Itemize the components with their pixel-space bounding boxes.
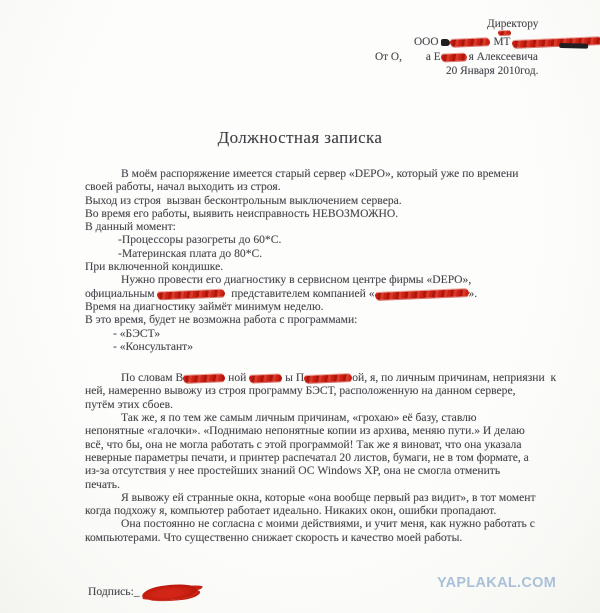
text-run: В это время, будет не возможна работа с программами:: [85, 313, 358, 327]
body-line: [85, 517, 563, 530]
body-line: [85, 411, 563, 424]
text-run: Нужно провести его диагностику в сервисном центре фирмы «DEPO»,: [121, 273, 472, 287]
text-run: ой, я, по личным причинам, неприязни к: [352, 371, 557, 385]
header-company-line: [414, 36, 600, 48]
text-run: - «БЭСТ»: [113, 326, 161, 340]
body-line: [85, 233, 563, 246]
body-line: [85, 491, 563, 504]
body-line: [85, 220, 563, 233]
header-addressee-line: [487, 18, 538, 30]
body-line: [85, 384, 563, 397]
text-run: своей работы, начал выходить из строя.: [85, 180, 281, 194]
text-run: компьютерами. Что существенно снижает скорость и качество моей работы.: [85, 530, 463, 544]
body-line: [85, 313, 563, 326]
redaction-scribble: [183, 374, 225, 383]
text-run: представителем компанией «: [225, 286, 375, 300]
body-line: [85, 424, 563, 437]
body-line: [85, 247, 563, 260]
text-run: МТ: [493, 36, 511, 48]
body-line: [85, 207, 563, 220]
body-line: [85, 340, 563, 353]
redaction-scribble: [249, 374, 282, 382]
body-line: [85, 300, 563, 313]
document-title: Должностная записка: [217, 128, 383, 147]
signature-redaction-scribble: [141, 583, 198, 603]
text-run: Во время его работы, выявить неисправность НЕВОЗМОЖНО.: [85, 206, 399, 220]
header-sender-line: [375, 51, 538, 63]
body-line: [85, 464, 563, 477]
body-line: [85, 327, 563, 340]
text-run: а Е: [425, 51, 441, 63]
text-run: Я вывожу ей странные окна, которые «она вообще первый раз видит», в тот момент: [121, 490, 536, 504]
body-line: [85, 504, 563, 517]
text-run: При включенной кондишке.: [85, 260, 224, 274]
text-run: из-за отсутствия у нее простейших знаний ОС Windows XP, она не смогла отменить: [85, 464, 501, 478]
text-run: 20 Января 2010год.: [446, 65, 539, 77]
body-line: [85, 531, 563, 544]
redaction-scribble: [512, 37, 600, 48]
text-run: В моём распоряжение имеется старый сервер «DEPO», который уже по времени: [121, 167, 519, 180]
text-run: официальным: [85, 286, 158, 300]
header-date-line: [446, 65, 538, 77]
text-run: путём этих сбоев.: [85, 397, 174, 411]
text-run: Время на диагностику займёт минимум неделю.: [85, 299, 324, 313]
text-run: Она постоянно не согласна с моими действиями, и учит меня, как нужно работать с: [121, 517, 535, 531]
text-run: я Алексеевича: [468, 51, 538, 63]
text-run: ной: [225, 371, 250, 385]
body-line: [85, 451, 563, 464]
body-line: [85, 167, 563, 180]
text-run: ы П: [282, 371, 305, 385]
redaction-scribble: [498, 31, 511, 36]
body-line: [85, 180, 563, 193]
watermark: YAPLAKAL.COM: [437, 575, 557, 591]
text-run: печать.: [85, 477, 120, 491]
body-line: [85, 287, 563, 300]
text-run: Так же, я по тем же самым личным причинам, «грохаю» её базу, ставлю: [121, 411, 477, 425]
signature-line: [88, 585, 198, 600]
text-run: Выход из строя вызван бесконтрольным выключением сервера.: [85, 193, 402, 207]
body-line: [85, 398, 563, 411]
body-line: [85, 260, 563, 273]
text-run: Директору: [487, 18, 539, 30]
redaction-scribble: [157, 289, 225, 299]
text-run: всё, что бы, она не могла работать с этой программой! Так же я виноват, что она указала: [85, 437, 522, 451]
redaction-scribble: [441, 53, 467, 61]
text-run: По словам В: [121, 371, 184, 385]
text-run: ».: [468, 286, 478, 300]
body-line: [85, 478, 563, 491]
text-run: непонятные «галочки». «Поднимаю непонятные копии из архива, меняю пути.» И делаю: [85, 424, 525, 438]
body-line: [85, 371, 563, 384]
body-line: [85, 194, 563, 207]
signature-label: Подпись:_: [88, 585, 140, 598]
text-run: неверные параметры печати, и принтер распечатал 20 листов, бумаги, не в том формате, а: [85, 450, 529, 464]
redaction-scribble: [450, 38, 490, 47]
text-run: -Процессоры разогреты до 60*С.: [118, 233, 282, 247]
text-run: В данный момент:: [85, 220, 176, 234]
text-run: когда подхожу я, компьютер работает идеально. Никаких окон, ошибки пропадают.: [85, 504, 497, 518]
body-line: [85, 438, 563, 451]
redaction-scribble: [374, 289, 468, 300]
text-run: От О,: [375, 51, 402, 63]
text-run: - «Консультант»: [113, 339, 194, 353]
text-run: ней, намеренно вывожу из строя программу БЭСТ, расположенную на данном сервере,: [85, 384, 516, 398]
text-run: -Материнская плата до 80*С.: [118, 246, 263, 260]
document-body: [85, 167, 563, 544]
text-run: ООО: [414, 36, 439, 48]
body-line: [85, 273, 563, 286]
redaction-scribble: [304, 374, 352, 383]
